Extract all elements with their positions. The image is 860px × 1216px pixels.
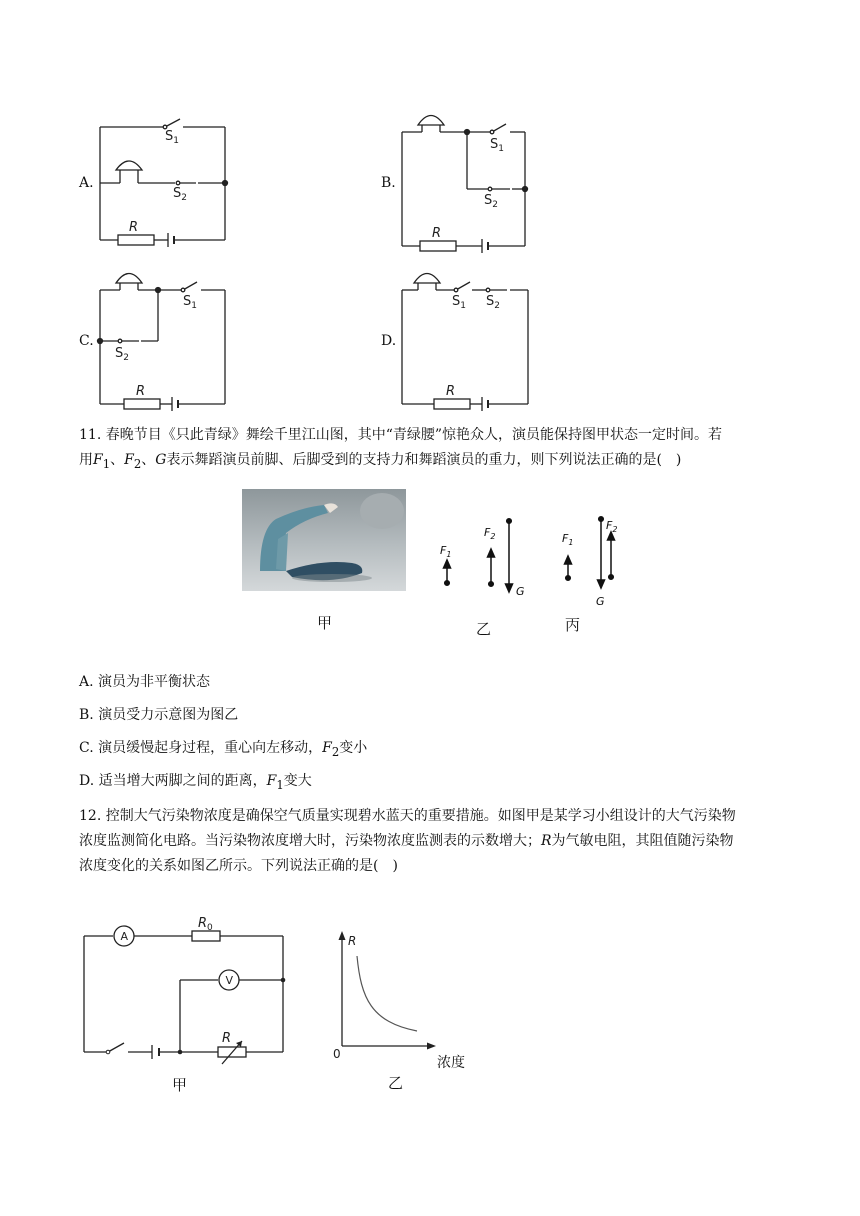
- c-r-label: R: [136, 384, 146, 399]
- circuit-b: [402, 116, 525, 254]
- q12-circuit: [70, 910, 300, 1070]
- q11-option-c: C. 演员缓慢起身过程，重心向左移动，$F_2$变小: [79, 740, 368, 759]
- yi-f2-label: $F_2$: [484, 526, 496, 541]
- bing-g-label: G: [596, 595, 605, 608]
- yi-g-label: G: [516, 585, 525, 598]
- b-s1-label: $S_1$: [490, 137, 504, 154]
- d-s1-label: $S_1$: [452, 294, 466, 311]
- b-r-label: R: [432, 226, 442, 241]
- q10-circuit-diagrams: [0, 0, 860, 420]
- graph-x-label: 浓度: [437, 1055, 465, 1071]
- option-c-label: C.: [79, 333, 94, 349]
- force-diagrams: [430, 510, 630, 610]
- caption-jia-12: 甲: [172, 1076, 188, 1094]
- c-s1-label: $S_1$: [183, 294, 197, 311]
- r-concentration-graph: [325, 928, 475, 1058]
- dancer-photo: [242, 489, 406, 591]
- question-12: [79, 804, 799, 879]
- q11-option-d: D. 适当增大两脚之间的距离，$F_1$变大: [79, 773, 312, 792]
- a-s1-label: $S_1$: [165, 129, 179, 146]
- yi-f1-label: $F_1$: [440, 544, 452, 559]
- c-s2-label: $S_2$: [115, 346, 129, 363]
- caption-bing: 丙: [565, 616, 581, 634]
- graph-origin: 0: [333, 1047, 341, 1058]
- b-s2-label: $S_2$: [484, 193, 498, 210]
- q11-option-b: B. 演员受力示意图为图乙: [79, 707, 239, 723]
- caption-jia: 甲: [317, 614, 333, 632]
- q12-line-3: 浓度变化的关系如图乙所示。下列说法正确的是( ): [79, 858, 398, 874]
- q11-line-2: 用$F_1$、$F_2$、G表示舞蹈演员前脚、后脚受到的支持力和舞蹈演员的重力，则下列说法正确的是( ): [79, 452, 682, 471]
- d-s2-label: $S_2$: [486, 294, 500, 311]
- r-curve: [357, 956, 417, 1031]
- option-b-label: B.: [381, 175, 396, 191]
- r0-label: $R_0$: [198, 916, 213, 933]
- d-r-label: R: [446, 384, 456, 399]
- q12-line-1: 12. 控制大气污染物浓度是确保空气质量实现碧水蓝天的重要措施。如图甲是某学习小组设计的大气污染物: [79, 808, 736, 824]
- voltmeter-label: V: [225, 974, 234, 987]
- option-a-label: A.: [79, 175, 94, 191]
- a-s2-label: $S_2$: [173, 186, 187, 203]
- caption-yi: 乙: [476, 620, 492, 638]
- question-11: [79, 423, 799, 477]
- option-d-label: D.: [381, 333, 397, 349]
- ammeter-label: A: [120, 930, 129, 943]
- circuit-a: [100, 119, 225, 247]
- q11-option-a: A. 演员为非平衡状态: [79, 674, 211, 690]
- bing-f2-label: $F_2$: [606, 519, 618, 534]
- q11-line-1: 11. 春晚节目《只此青绿》舞绘千里江山图，其中“青绿腰”惊艳众人，演员能保持图甲状态一定时间。若: [79, 427, 723, 443]
- circuit-d: [402, 274, 528, 412]
- graph-y-label: R: [348, 934, 357, 948]
- q12-line-2: 浓度监测简化电路。当污染物浓度增大时，污染物浓度监测表的示数增大；R为气敏电阻，其阻值随污染物: [79, 833, 734, 849]
- caption-yi-12: 乙: [388, 1074, 404, 1092]
- r-variable-label: R: [222, 1031, 232, 1046]
- bing-f1-label: $F_1$: [562, 532, 574, 547]
- a-r-label: R: [129, 220, 139, 235]
